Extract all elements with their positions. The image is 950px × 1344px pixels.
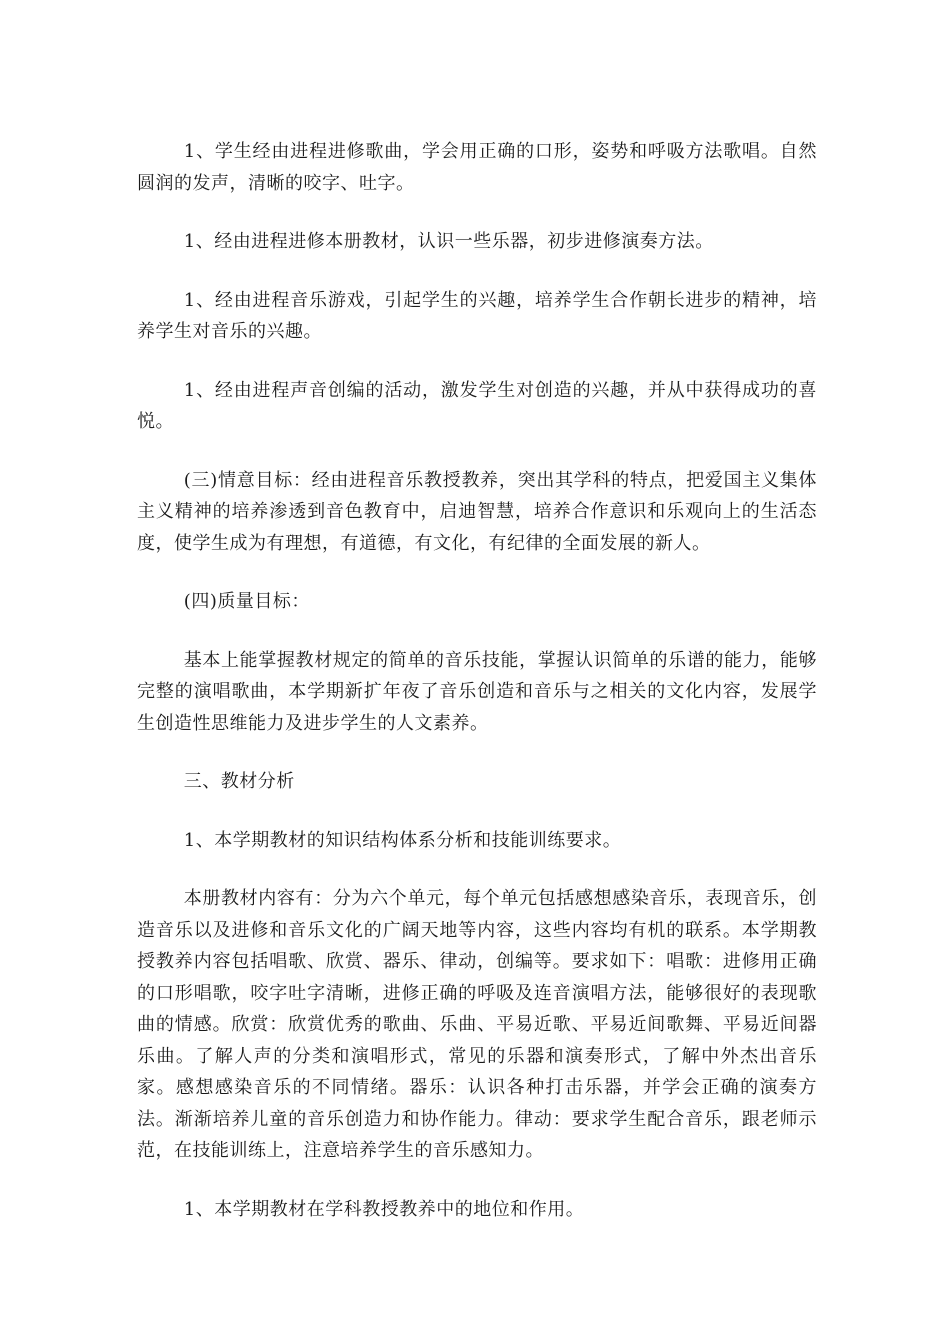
document-body	[137, 136, 817, 1252]
paragraph-creation-goal: 1、经由进程声音创编的活动，激发学生对创造的兴趣，并从中获得成功的喜悦。	[137, 379, 817, 432]
heading-knowledge-structure: 1、本学期教材的知识结构体系分析和技能训练要求。	[183, 829, 622, 851]
heading-textbook-role: 1、本学期教材在学科教授教养中的地位和作用。	[183, 1198, 585, 1220]
heading-quality-goal: (四)质量目标：	[183, 591, 310, 612]
paragraph-music-game-goal: 1、经由进程音乐游戏，引起学生的兴趣，培养学生合作朝长进步的精神，培养学生对音乐的兴趣。	[137, 289, 817, 342]
paragraph-quality-goal: 基本上能掌握教材规定的简单的音乐技能，掌握认识简单的乐谱的能力，能够完整的演唱歌曲，本学期新扩年夜了音乐创造和音乐与之相关的文化内容，发展学生创造性思维能力及进步学生的人文素养。	[137, 649, 817, 734]
paragraph-singing-goal: 1、学生经由进程进修歌曲，学会用正确的口形，姿势和呼吸方法歌唱。自然圆润的发声，清晰的咬字、吐字。	[137, 141, 817, 194]
paragraph-textbook-content: 本册教材内容有：分为六个单元，每个单元包括感想感染音乐，表现音乐，创造音乐以及进修和音乐文化的广阔天地等内容，这些内容均有机的联系。本学期教授教养内容包括唱歌、欣赏、器乐、律动，创编等。要求如下：唱歌：进修用正确的口形唱歌，咬字吐字清晰，进修正确的呼吸及连音演唱方法，能够很好的表现歌曲的情感。欣赏：欣赏优秀的歌曲、乐曲、平易近歌、平易近间歌舞、平易近间器乐曲。了解人声的分类和演唱形式，常见的乐器和演奏形式，了解中外杰出音乐家。感想感染音乐的不同情绪。器乐：认识各种打击乐器，并学会正确的演奏方法。渐渐培养儿童的音乐创造力和协作能力。律动：要求学生配合音乐，跟老师示范，在技能训练上，注意培养学生的音乐感知力。	[137, 888, 817, 1161]
paragraph-emotional-goal: (三)情意目标：经由进程音乐教授教养，突出其学科的特点，把爱国主义集体主义精神的培养渗透到音色教育中，启迪智慧，培养合作意识和乐观向上的生活态度，使学生成为有理想，有道德，有文化，有纪律的全面发展的新人。	[137, 469, 817, 554]
heading-textbook-analysis: 三、教材分析	[183, 771, 295, 792]
paragraph-instrument-goal: 1、经由进程进修本册教材，认识一些乐器，初步进修演奏方法。	[183, 231, 714, 252]
